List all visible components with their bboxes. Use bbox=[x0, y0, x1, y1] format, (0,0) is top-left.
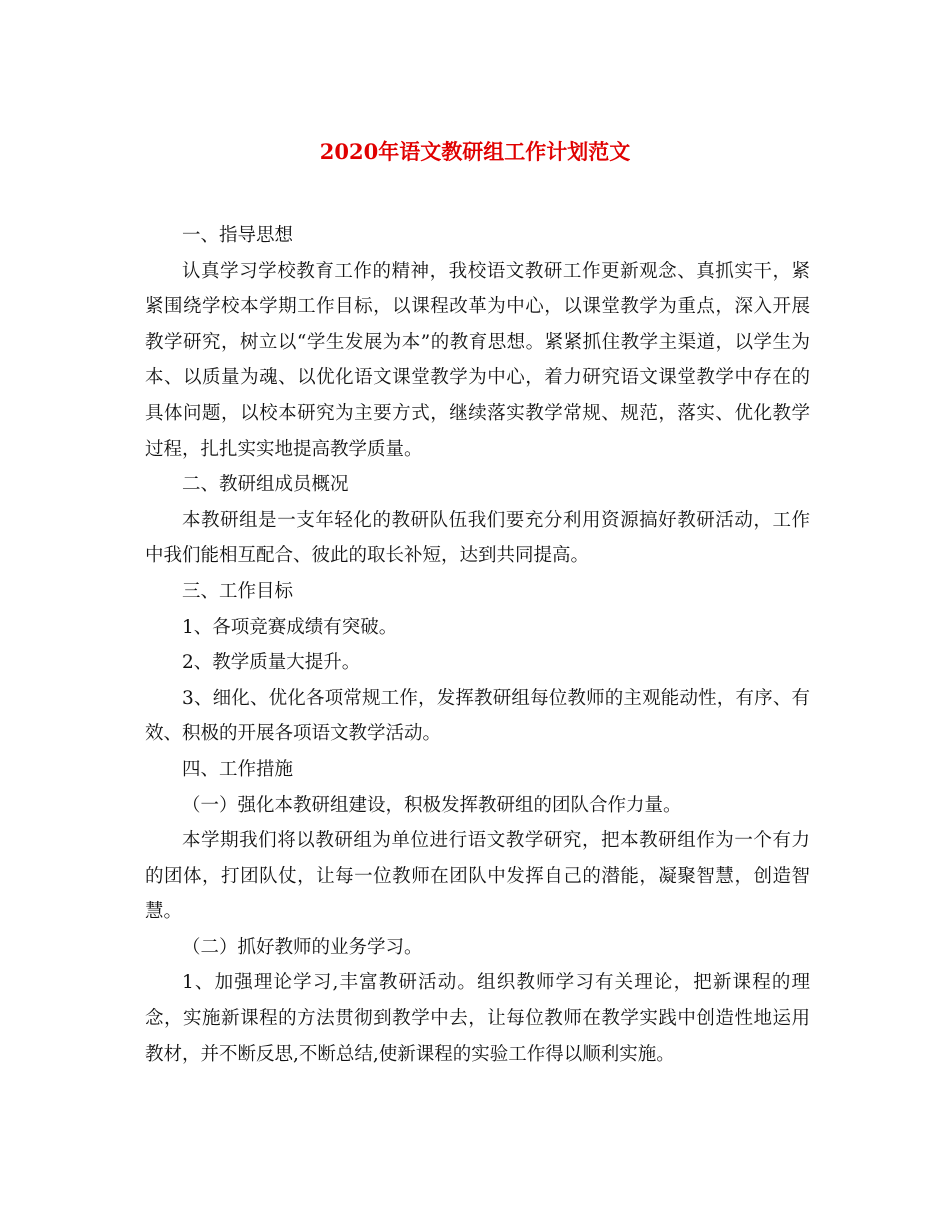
goal-item-2: 2、教学质量大提升。 bbox=[182, 652, 361, 674]
paragraph-guiding-ideology: 认真学习学校教育工作的精神，我校语文教研工作更新观念、真抓实干，紧紧围绕学校本学期工作目标，以课程改革为中心，以课堂教学为重点，深入开展教学研究，树立以“学生发展为本”的教育思想。紧紧抓住教学主渠道，以学生为本、以质量为魂、以优化语文课堂教学为中心，着力研究语文课堂教学中存在的具体问题，以校本研究为主要方式，继续落实教学常规、规范，落实、优化教学过程，扎扎实实地提高教学质量。 bbox=[145, 260, 810, 460]
heading-work-measures: 四、工作措施 bbox=[182, 758, 294, 780]
document-title: 2020年语文教研组工作计划范文 bbox=[319, 139, 631, 164]
document-body bbox=[145, 218, 810, 1072]
goal-item-1: 1、各项竞赛成绩有突破。 bbox=[182, 616, 398, 638]
paragraph-measure-2-item-1: 1、加强理论学习,丰富教研活动。组织教师学习有关理论，把新课程的理念，实施新课程的方法贯彻到教学中去，让每位教师在教学实践中创造性地运用教材，并不断反思,不断总结,使新课程的实验工作得以顺利实施。 bbox=[145, 972, 810, 1065]
heading-guiding-ideology: 一、指导思想 bbox=[182, 225, 294, 246]
paragraph-measure-1: 本学期我们将以教研组为单位进行语文教学研究，把本教研组作为一个有力的团体，打团队仗，让每一位教师在团队中发挥自己的潜能，凝聚智慧，创造智慧。 bbox=[145, 830, 810, 923]
goal-item-3: 3、细化、优化各项常规工作，发挥教研组每位教师的主观能动性，有序、有效、积极的开展各项语文教学活动。 bbox=[145, 687, 810, 745]
subheading-measure-2: （二）抓好教师的业务学习。 bbox=[182, 936, 423, 958]
paragraph-group-members: 本教研组是一支年轻化的教研队伍我们要充分利用资源搞好教研活动，工作中我们能相互配合、彼此的取长补短，达到共同提高。 bbox=[145, 509, 810, 567]
heading-group-members: 二、教研组成员概况 bbox=[182, 474, 349, 496]
heading-work-goals: 三、工作目标 bbox=[182, 580, 294, 602]
subheading-measure-1: （一）强化本教研组建设，积极发挥教研组的团队合作力量。 bbox=[182, 794, 682, 816]
